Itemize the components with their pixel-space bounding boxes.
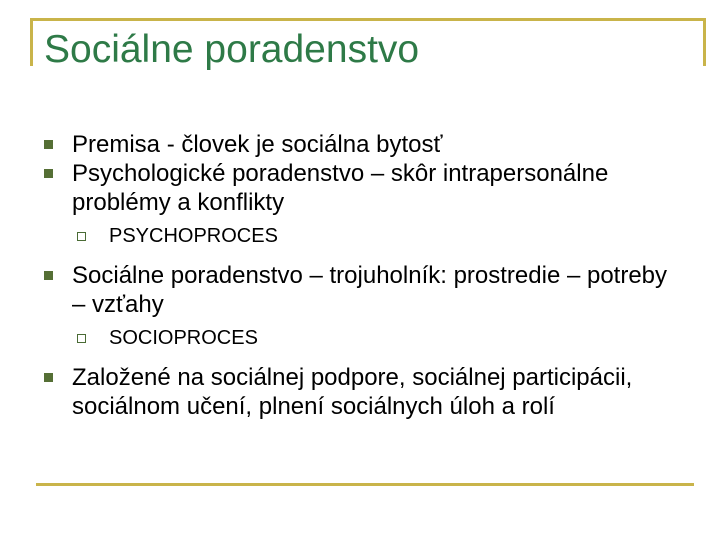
square-bullet-icon <box>44 169 53 178</box>
sub-bullet-text: SOCIOPROCES <box>109 327 258 349</box>
bullet-list <box>44 130 684 421</box>
square-bullet-icon <box>44 271 53 280</box>
bullet-text: Psychologické poradenstvo – skôr intrapersonálne problémy a konflikty <box>72 160 609 216</box>
frame-bottom-line <box>36 483 694 486</box>
frame-right-line <box>703 18 706 66</box>
sub-bullet-item-socioproces <box>44 325 684 351</box>
bullet-text: Založené na sociálnej podpore, sociálnej participácii, sociálnom učení, plnení sociálnych úloh a rolí <box>72 364 633 420</box>
square-bullet-icon <box>44 140 53 149</box>
bullet-item-zalozene <box>44 363 684 421</box>
slide-title: Sociálne poradenstvo <box>44 28 420 71</box>
hollow-square-bullet-icon <box>77 334 86 343</box>
frame-top-line <box>30 18 706 21</box>
bullet-text: Premisa - človek je sociálna bytosť <box>72 131 443 158</box>
bullet-item-psychologicke <box>44 159 684 217</box>
square-bullet-icon <box>44 373 53 382</box>
sub-bullet-item-psychoproces <box>44 223 684 249</box>
bullet-item-socialne <box>44 261 684 319</box>
sub-bullet-text: PSYCHOPROCES <box>109 225 278 247</box>
bullet-text: Sociálne poradenstvo – trojuholník: prostredie – potreby – vzťahy <box>72 262 668 318</box>
bullet-item-premisa <box>44 130 684 159</box>
hollow-square-bullet-icon <box>77 232 86 241</box>
frame-left-line <box>30 18 33 66</box>
